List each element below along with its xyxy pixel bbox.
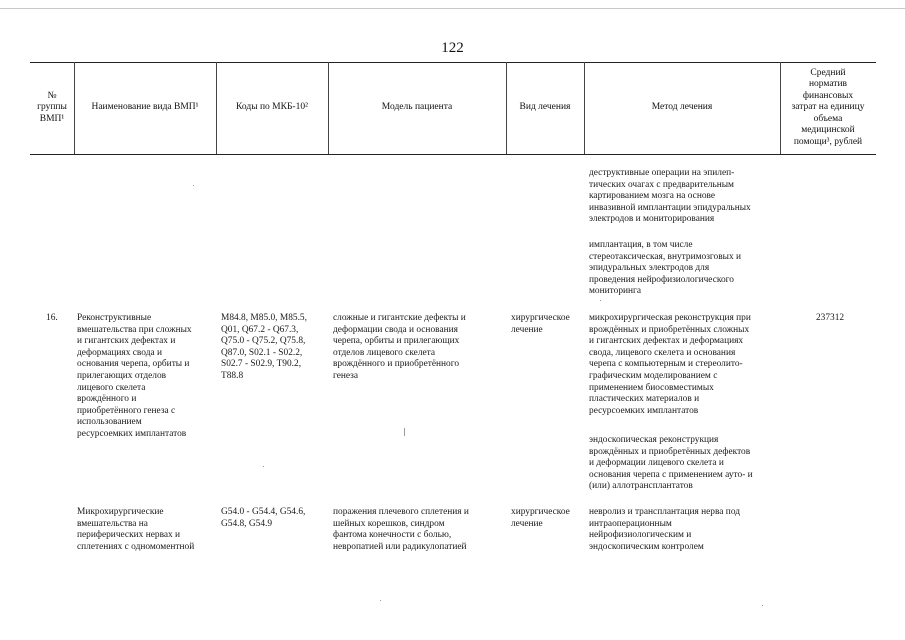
table-cell-method: эндоскопическая реконструкция врождённых и приобретённых дефектов и деформации лицевого скелета и основания черепа с применением ауто- и (или) аллотрансплантатов <box>589 435 753 492</box>
scan-speck <box>380 600 381 601</box>
header-cost-norm: Средний норматив финансовых затрат на единицу объема медицинской помощи³, рублей <box>791 67 865 147</box>
scan-speck <box>762 605 763 606</box>
table-cell-patient-model: поражения плечевого сплетения и шейных корешков, синдром фантома конечности с болью, невропатией или радикулопатией <box>333 507 469 552</box>
scan-speck <box>263 466 264 467</box>
table-cell-vmp-name: Микрохирургические вмешательства на периферических нервах и сплетениях с одномоментной <box>77 507 195 552</box>
table-header-bottom-rule <box>30 154 876 155</box>
header-treatment-method: Метод лечения <box>651 102 713 113</box>
table-cell-treatment-type: хирургическое лечение <box>511 507 570 529</box>
header-treatment-type: Вид лечения <box>519 102 571 113</box>
header-icd-codes: Коды по МКБ-10² <box>236 102 308 113</box>
header-vmp-name: Наименование вида ВМП¹ <box>91 102 199 113</box>
table-cell-icd-codes: G54.0 - G54.4, G54.6, G54.8, G54.9 <box>221 507 306 529</box>
scan-speck <box>404 428 405 436</box>
table-cell-method: невролиз и трансплантация нерва под интраоперационным нейрофизиологическим и эндоскопическим контролем <box>589 507 741 552</box>
scan-speck <box>600 300 601 301</box>
scan-speck <box>193 185 194 186</box>
table-cell-method: имплантация, в том числе стереотаксическая, внутримозговых и эпидуральных электродов для проведения нейрофизиологического мониторинга <box>589 240 741 297</box>
table-cell-cost: 237312 <box>815 313 845 323</box>
table-cell-treatment-type: хирургическое лечение <box>511 313 570 335</box>
table-cell-patient-model: сложные и гигантские дефекты и деформации свода и основания черепа, орбиты и прилегающих отделов лицевого скелета врождённого и приобретённого генеза <box>333 313 466 381</box>
table-cell-icd-codes: M84.8, M85.0, M85.5, Q01, Q67.2 - Q67.3, Q75.0 - Q75.2, Q75.8, Q87.0, S02.1 - S02.2, S02.7 - S02.9, T90.2, T88.8 <box>221 313 307 381</box>
page-number: 122 <box>441 40 464 56</box>
header-group-no: № группы ВМП¹ <box>37 90 67 124</box>
table-cell-group-no: 16. <box>46 313 58 323</box>
table-cell-vmp-name: Реконструктивные вмешательства при сложных и гигантских дефектах и деформациях свода и основания черепа, орбиты и прилегающих отделов лицевого скелета врождённого и приобретённого генеза с использованием ресурсоемких имплантатов <box>77 313 192 439</box>
table-cell-method: микрохирургическая реконструкция при врождённых и приобретённых сложных и гигантских дефектах и деформациях свода, лицевого скелета и основания черепа с компьютерным и стереолито- графическим моделированием с применением биосовместимых пластических материалов и ресурсоемких имплантатов <box>589 313 751 416</box>
table-cell-method: деструктивные операции на эпилеп- тических очагах с предварительным картированием мозга на основе инвазивной имплантации эпидуральных электродов и мониторирования <box>589 168 751 225</box>
header-patient-model: Модель пациента <box>381 102 453 113</box>
scan-frame-edge <box>0 8 905 9</box>
